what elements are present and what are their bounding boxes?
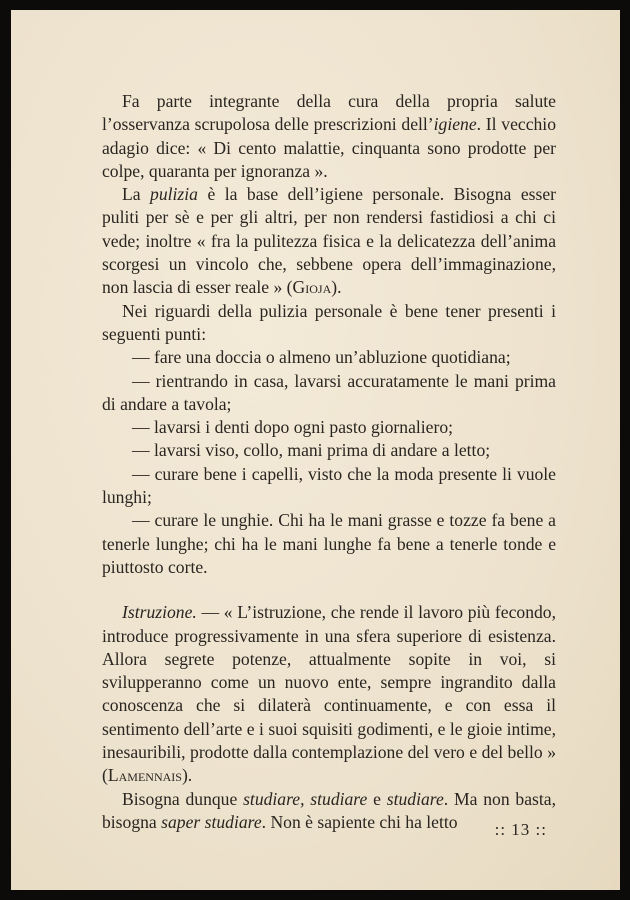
paragraph-pulizia: La pulizia è la base dell’igiene personale. Bisogna esser puliti per sè e per gli altri, per non rendersi fastidiosi a chi ci vede; inoltre « fra la pulitezza fisica e la delicatezza dell’anima scorgesi un vincolo che, sebbene opera dell’immaginazione, non lascia di esser reale » (Gioja). [102,184,556,298]
list-item: — lavarsi viso, collo, mani prima di andare a letto; [132,440,491,461]
list-item: — curare bene i capelli, visto che la moda presente li vuole lunghi; [102,463,556,508]
paragraph-studiare: Bisogna dunque studiare, studiare e studiare. Ma non basta, bisogna saper studiare. Non è sapiente chi ha letto [102,788,556,832]
page-text [102,90,556,834]
section-gap [102,579,556,601]
list-item: — curare le unghie. Chi ha le mani grasse e tozze fa bene a tenerle lunghe; chi ha le mani lunghe fa bene a tenerle tonde e piuttosto corte. [102,510,556,577]
paragraph-igiene: Fa parte integrante della cura della propria salute l’osservanza scrupolosa delle prescrizioni dell’igiene. Il vecchio adagio dice: « Di cento malattie, cinquanta sono prodotte per colpe, quaranta per ignoranza ». [102,91,556,181]
section-heading-istruzione: Istruzione. [122,602,197,623]
list-item: — rientrando in casa, lavarsi accuratamente le mani prima di andare a tavola; [102,370,556,414]
list-item: — fare una doccia o almeno un’abluzione quotidiana; [132,347,511,368]
paragraph-punti: Nei riguardi della pulizia personale è bene tener presenti i seguenti punti: [102,300,556,344]
paragraph-istruzione: Istruzione. — « L’istruzione, che rende il lavoro più fecondo, introduce progressivamente in una sfera superiore di esistenza. Allora segrete potenze, attualmente sopite in voi, si svilupperanno come un nuovo ente, sempre ingrandito dalla conoscenza che si dilaterà continuamente, e con essa il sentimento dell’arte e i suoi squisiti godimenti, e le gioie intime, inesauribili, prodotte dalla contemplazione del vero e del bello » (Lamennais). [102,602,556,786]
page-number: :: 13 :: [494,820,547,839]
list-item: — lavarsi i denti dopo ogni pasto giornaliero; [132,417,454,438]
book-page [11,10,620,890]
